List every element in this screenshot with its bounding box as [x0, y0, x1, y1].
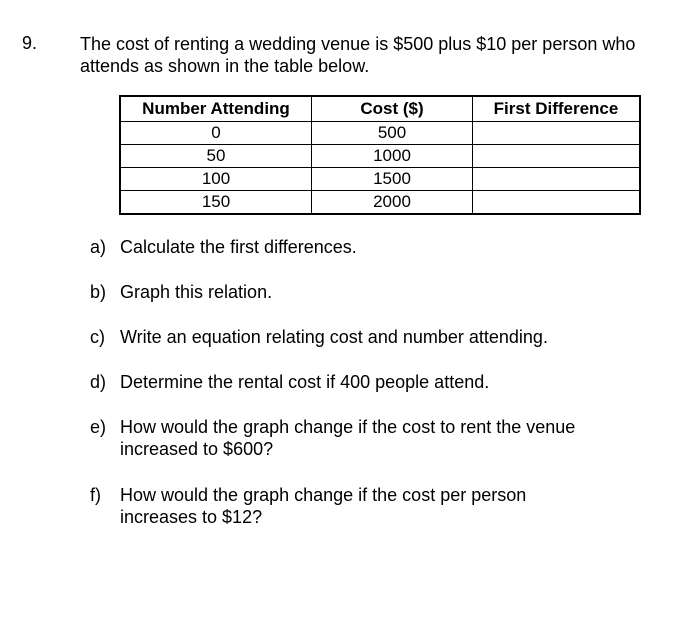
header-cost: Cost ($): [312, 97, 473, 122]
part-a: [90, 236, 650, 258]
part-text: How would the graph change if the cost to rent the venue increased to $600?: [120, 417, 576, 459]
cell-cost: 1500: [312, 168, 473, 191]
table-row: [121, 191, 640, 214]
cell-cost: 500: [312, 122, 473, 145]
part-letter: d): [90, 372, 107, 392]
cell-attending: 0: [121, 122, 312, 145]
cell-first-difference: [473, 122, 640, 145]
cell-attending: 150: [121, 191, 312, 214]
part-e: [90, 416, 620, 460]
part-text: Write an equation relating cost and number attending.: [120, 327, 548, 347]
part-letter: a): [90, 237, 107, 257]
table-row: [121, 122, 640, 145]
part-letter: f): [90, 485, 101, 505]
cell-cost: 2000: [312, 191, 473, 214]
part-b: [90, 281, 650, 303]
cell-first-difference: [473, 145, 640, 168]
part-letter: e): [90, 417, 107, 437]
header-first-difference: First Difference: [473, 97, 640, 122]
part-text: Determine the rental cost if 400 people attend.: [120, 372, 490, 392]
question-number: 9.: [22, 33, 38, 53]
cell-attending: 100: [121, 168, 312, 191]
cell-cost: 1000: [312, 145, 473, 168]
part-c: [90, 326, 650, 348]
part-d: [90, 371, 650, 393]
part-text: How would the graph change if the cost per person increases to $12?: [120, 485, 527, 527]
cell-first-difference: [473, 191, 640, 214]
header-number-attending: Number Attending: [121, 97, 312, 122]
table-header-row: [121, 97, 640, 122]
part-f: [90, 484, 570, 528]
part-text: Graph this relation.: [120, 282, 273, 302]
table-row: [121, 168, 640, 191]
part-letter: c): [90, 327, 105, 347]
part-letter: b): [90, 282, 107, 302]
question-intro: The cost of renting a wedding venue is $500 plus $10 per person who attends as shown in the table below.: [80, 34, 636, 76]
cell-first-difference: [473, 168, 640, 191]
data-table: [120, 96, 640, 214]
part-text: Calculate the first differences.: [120, 237, 357, 257]
table-row: [121, 145, 640, 168]
cell-attending: 50: [121, 145, 312, 168]
